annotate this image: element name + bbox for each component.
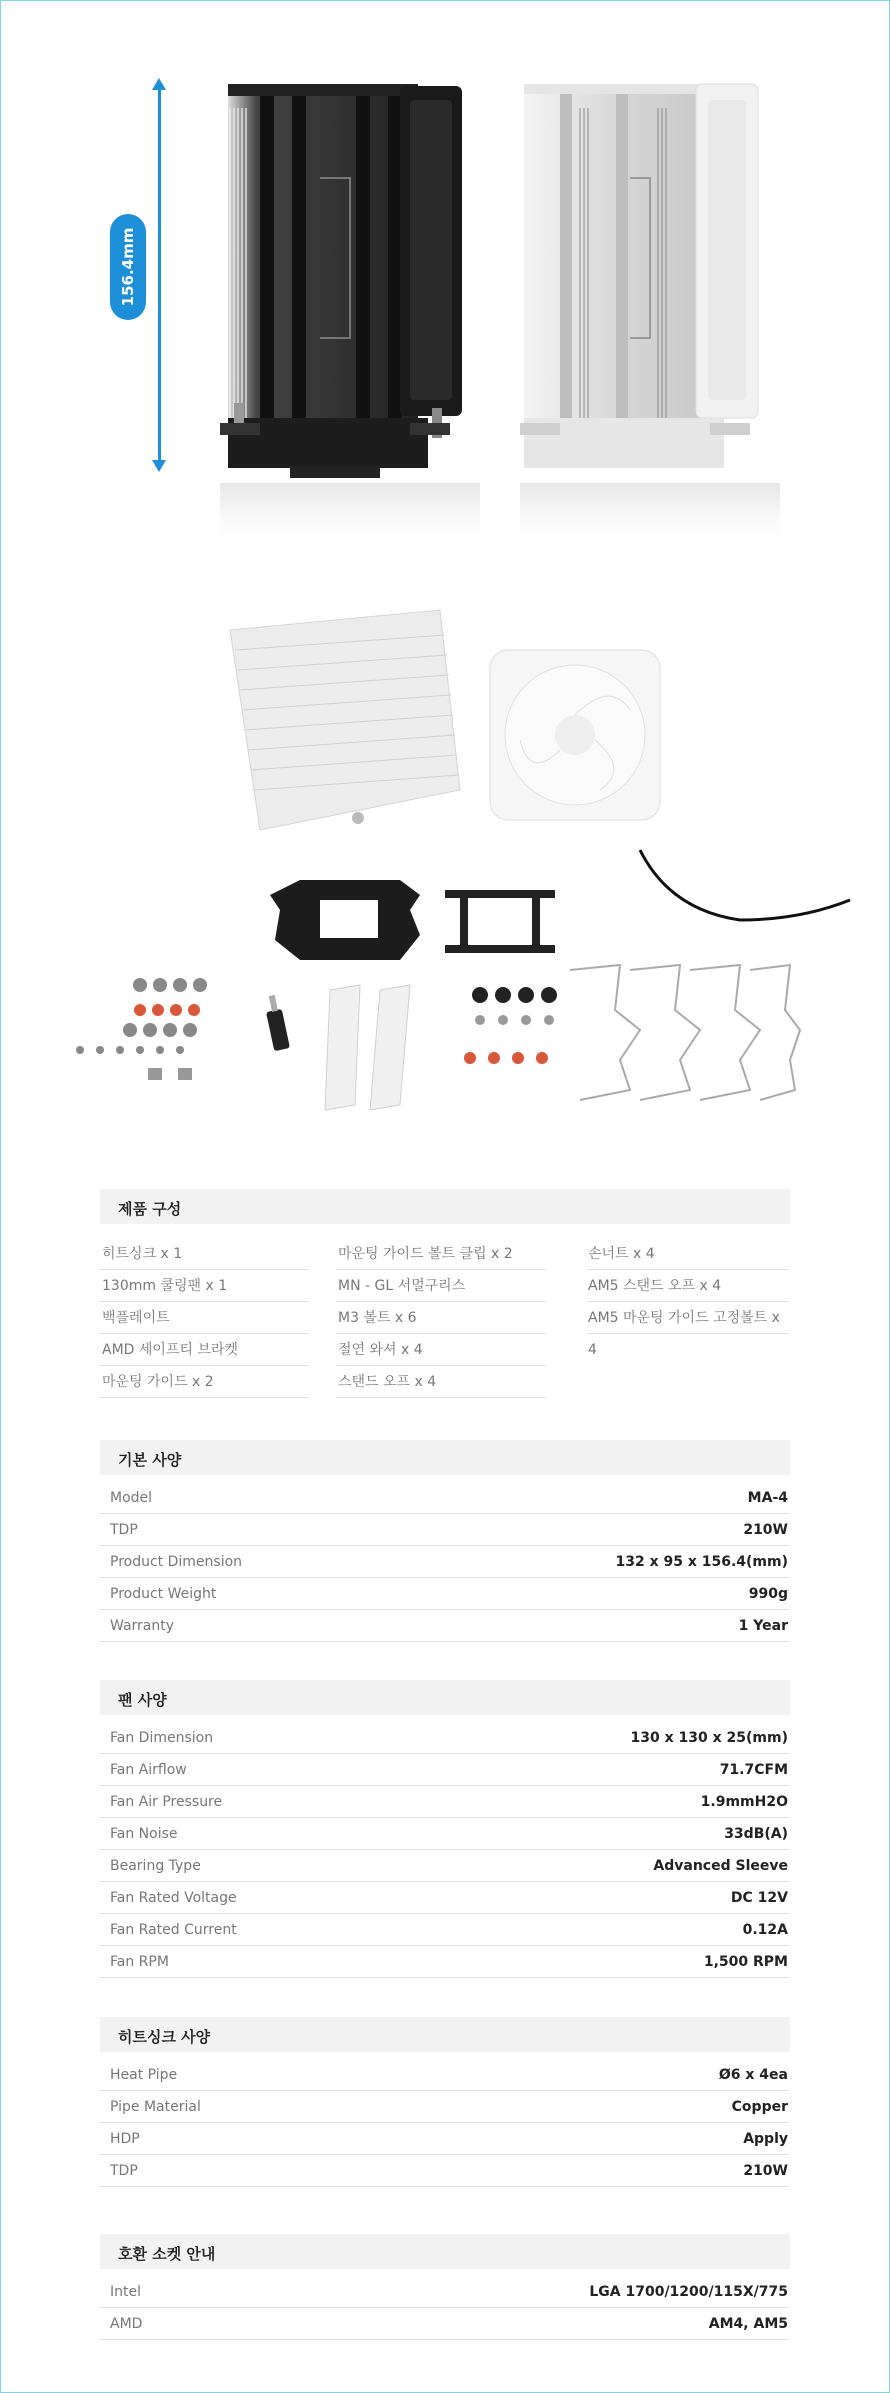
dimension-label: 156.4mm [119,227,137,307]
screws-image [76,978,207,1080]
spec-row: Fan Airflow 71.7CFM [100,1754,790,1786]
heatsink-image [230,610,460,830]
composition-item: M3 볼트 x 6 [336,1302,546,1334]
composition-item: 스탠드 오프 x 4 [336,1366,546,1398]
composition-col-2 [336,1238,546,1398]
spec-row: Fan Air Pressure 1.9mmH2O [100,1786,790,1818]
dimension-badge [110,214,146,320]
composition-item: 마운팅 가이드 x 2 [100,1366,310,1398]
thermal-grease-image [266,995,290,1051]
spec-row: Product Dimension 132 x 95 x 156.4(mm) [100,1546,790,1578]
fan-spec-header: 팬 사양 [100,1680,790,1715]
spec-row: AMD AM4, AM5 [100,2308,790,2340]
clips-image [570,965,800,1100]
socket-header: 호환 소켓 안내 [100,2234,790,2269]
spec-row: Product Weight 990g [100,1578,790,1610]
heatsink-spec-header: 히트싱크 사양 [100,2017,790,2052]
product-hero [0,0,890,590]
composition-item: 130mm 쿨링팬 x 1 [100,1270,310,1302]
spec-row: Bearing Type Advanced Sleeve [100,1850,790,1882]
spec-row: Fan Dimension 130 x 130 x 25(mm) [100,1722,790,1754]
composition-header: 제품 구성 [100,1189,790,1224]
spec-row: HDP Apply [100,2123,790,2155]
backplate-image [270,880,420,960]
spec-row: Warranty 1 Year [100,1610,790,1642]
white-cooler-image [520,78,780,558]
spec-row: Intel LGA 1700/1200/115X/775 [100,2276,790,2308]
amd-bracket-image [445,890,555,953]
composition-item: 손너트 x 4 [586,1238,790,1270]
composition-item: MN - GL 서멀구리스 [336,1270,546,1302]
black-cooler-image [220,78,480,558]
composition-item: AMD 세이프티 브라켓 [100,1334,310,1366]
composition-item: 마운팅 가이드 볼트 클립 x 2 [336,1238,546,1270]
spec-row: Model MA-4 [100,1482,790,1514]
composition-item: AM5 마운팅 가이드 고정볼트 x 4 [586,1302,790,1334]
composition-col-3 [586,1238,790,1358]
composition-item: 백플레이트 [100,1302,310,1334]
spec-row: Fan RPM 1,500 RPM [100,1946,790,1978]
spec-row: TDP 210W [100,2155,790,2187]
composition-item: 절연 와셔 x 4 [336,1334,546,1366]
spec-row: Fan Rated Voltage DC 12V [100,1882,790,1914]
mounting-guides-image [325,985,410,1110]
spec-row: Pipe Material Copper [100,2091,790,2123]
standoffs-image [464,987,557,1064]
dimension-line [158,82,161,464]
fan-image [490,650,850,920]
composition-item: AM5 스탠드 오프 x 4 [586,1270,790,1302]
spec-row: Fan Rated Current 0.12A [100,1914,790,1946]
spec-row: TDP 210W [100,1514,790,1546]
basic-spec-header: 기본 사양 [100,1440,790,1475]
spec-row: Heat Pipe Ø6 x 4ea [100,2059,790,2091]
dimension-arrow-bottom [152,460,166,472]
package-contents-image [0,590,890,1150]
spec-row: Fan Noise 33dB(A) [100,1818,790,1850]
composition-item: 히트싱크 x 1 [100,1238,310,1270]
composition-col-1 [100,1238,310,1398]
